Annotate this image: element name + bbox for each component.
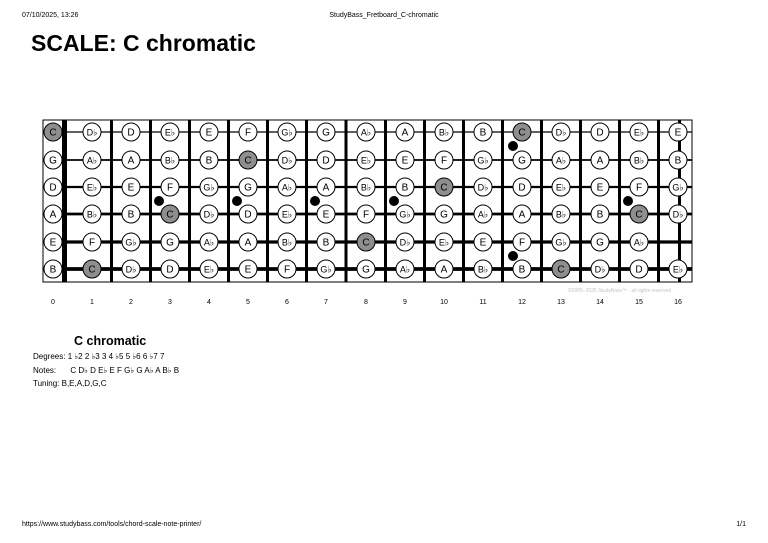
root-note-marker — [239, 151, 257, 169]
svg-text:D♭: D♭ — [555, 127, 567, 138]
svg-text:B♭: B♭ — [281, 237, 293, 248]
svg-text:E♭: E♭ — [360, 155, 372, 166]
svg-text:C: C — [635, 209, 643, 221]
fret-wire — [618, 120, 621, 282]
note-marker — [122, 260, 140, 278]
notes-row — [33, 366, 179, 375]
svg-text:B: B — [518, 264, 526, 276]
svg-text:D: D — [635, 264, 643, 276]
fret-number: 9 — [403, 299, 407, 306]
notes-value: C D♭ D E♭ E F G♭ G A♭ A B♭ B — [70, 366, 180, 375]
inlay-dot — [508, 141, 518, 151]
svg-text:D: D — [244, 209, 252, 221]
svg-text:B: B — [596, 209, 604, 221]
svg-text:D♭: D♭ — [86, 127, 98, 138]
fret-number: 11 — [479, 299, 487, 306]
root-note-marker — [435, 178, 453, 196]
svg-text:G: G — [518, 155, 526, 167]
note-marker — [591, 205, 609, 223]
note-marker — [200, 178, 218, 196]
note-marker — [513, 178, 531, 196]
note-marker — [396, 178, 414, 196]
svg-text:E♭: E♭ — [164, 127, 176, 138]
fret-wire — [540, 120, 543, 282]
svg-text:A♭: A♭ — [360, 127, 372, 138]
note-marker — [44, 151, 62, 169]
fret-wire — [384, 120, 387, 282]
note-marker — [239, 260, 257, 278]
svg-text:B♭: B♭ — [438, 127, 450, 138]
svg-text:C: C — [362, 237, 370, 249]
svg-text:D: D — [322, 155, 330, 167]
note-marker — [630, 178, 648, 196]
note-marker — [396, 233, 414, 251]
fret-number: 3 — [168, 299, 172, 306]
svg-text:D♭: D♭ — [203, 209, 215, 220]
note-marker — [200, 260, 218, 278]
note-marker — [396, 205, 414, 223]
note-marker — [669, 151, 687, 169]
svg-text:E♭: E♭ — [86, 182, 98, 193]
svg-text:B: B — [401, 182, 409, 194]
note-marker — [357, 123, 375, 141]
note-marker — [83, 178, 101, 196]
svg-text:F: F — [362, 209, 370, 221]
note-marker — [44, 233, 62, 251]
note-marker — [357, 260, 375, 278]
svg-text:A: A — [518, 209, 526, 221]
svg-text:G♭: G♭ — [672, 182, 684, 193]
svg-text:B♭: B♭ — [360, 182, 372, 193]
svg-text:G: G — [49, 155, 57, 167]
fret-wire — [110, 120, 113, 282]
svg-text:A♭: A♭ — [399, 264, 411, 275]
note-marker — [630, 123, 648, 141]
svg-text:E♭: E♭ — [438, 237, 450, 248]
note-marker — [552, 233, 570, 251]
root-note-marker — [83, 260, 101, 278]
fret-wire — [462, 120, 465, 282]
notes-label: Notes: — [33, 366, 57, 375]
fret-wire — [657, 120, 660, 282]
note-marker — [552, 205, 570, 223]
degrees-value: 1 ♭2 2 ♭3 3 4 ♭5 5 ♭6 6 ♭7 7 — [67, 352, 165, 361]
note-marker — [591, 151, 609, 169]
svg-text:E♭: E♭ — [281, 209, 293, 220]
svg-text:G: G — [322, 127, 330, 139]
svg-text:C: C — [88, 264, 96, 276]
inlay-dot — [154, 196, 164, 206]
note-marker — [278, 233, 296, 251]
note-marker — [161, 151, 179, 169]
page-number: 1/1 — [736, 521, 746, 528]
svg-text:A: A — [127, 155, 135, 167]
inlay-dot — [232, 196, 242, 206]
note-marker — [591, 260, 609, 278]
note-marker — [200, 151, 218, 169]
fret-number: 5 — [246, 299, 250, 306]
svg-text:B: B — [674, 155, 682, 167]
note-marker — [200, 205, 218, 223]
note-marker — [317, 178, 335, 196]
note-marker — [317, 123, 335, 141]
svg-text:E: E — [401, 155, 409, 167]
note-marker — [357, 205, 375, 223]
fret-wire — [345, 120, 348, 282]
note-marker — [552, 151, 570, 169]
svg-text:F: F — [440, 155, 448, 167]
note-marker — [669, 260, 687, 278]
svg-text:G: G — [596, 237, 604, 249]
svg-text:E: E — [205, 127, 213, 139]
note-marker — [83, 151, 101, 169]
svg-text:F: F — [635, 182, 643, 194]
svg-text:D♭: D♭ — [672, 209, 684, 220]
svg-text:A: A — [401, 127, 409, 139]
note-marker — [83, 205, 101, 223]
svg-text:A♭: A♭ — [477, 209, 489, 220]
root-note-marker — [161, 205, 179, 223]
svg-text:D♭: D♭ — [125, 264, 137, 275]
svg-text:E: E — [244, 264, 252, 276]
svg-text:D: D — [127, 127, 135, 139]
svg-text:A: A — [244, 237, 252, 249]
fretboard-frame — [43, 120, 692, 282]
note-marker — [474, 233, 492, 251]
svg-text:C: C — [49, 127, 57, 139]
note-marker — [474, 151, 492, 169]
svg-text:B: B — [49, 264, 57, 276]
note-marker — [396, 151, 414, 169]
fret-number: 1 — [90, 299, 94, 306]
note-marker — [513, 151, 531, 169]
svg-text:G: G — [440, 209, 448, 221]
fret-wire — [579, 120, 582, 282]
svg-text:F: F — [244, 127, 252, 139]
svg-text:D♭: D♭ — [594, 264, 606, 275]
note-marker — [669, 205, 687, 223]
note-marker — [552, 123, 570, 141]
note-marker — [317, 151, 335, 169]
nut — [62, 120, 67, 282]
fret-number: 15 — [635, 299, 643, 306]
fret-wire — [305, 120, 308, 282]
svg-text:B♭: B♭ — [633, 155, 645, 166]
fret-number: 16 — [674, 299, 682, 306]
svg-text:G♭: G♭ — [555, 237, 567, 248]
note-marker — [552, 178, 570, 196]
svg-text:B♭: B♭ — [86, 209, 98, 220]
svg-text:D♭: D♭ — [399, 237, 411, 248]
root-note-marker — [630, 205, 648, 223]
note-marker — [200, 123, 218, 141]
note-marker — [278, 123, 296, 141]
degrees-row — [33, 352, 164, 361]
svg-text:B♭: B♭ — [164, 155, 176, 166]
svg-text:D♭: D♭ — [281, 155, 293, 166]
svg-text:G♭: G♭ — [320, 264, 332, 275]
note-marker — [317, 233, 335, 251]
svg-text:E: E — [322, 209, 330, 221]
svg-text:G♭: G♭ — [477, 155, 489, 166]
inlay-dot — [389, 196, 399, 206]
note-marker — [513, 260, 531, 278]
svg-text:C: C — [518, 127, 526, 139]
note-marker — [122, 123, 140, 141]
tuning-text: Tuning: B,E,A,D,G,C — [33, 379, 107, 388]
root-note-marker — [513, 123, 531, 141]
note-marker — [435, 205, 453, 223]
svg-text:B: B — [205, 155, 213, 167]
degrees-label: Degrees: — [33, 352, 66, 361]
note-marker — [239, 205, 257, 223]
svg-text:G♭: G♭ — [203, 182, 215, 193]
note-marker — [317, 260, 335, 278]
root-note-marker — [552, 260, 570, 278]
fret-number: 8 — [364, 299, 368, 306]
svg-text:A: A — [49, 209, 57, 221]
note-marker — [278, 151, 296, 169]
note-marker — [669, 123, 687, 141]
note-marker — [122, 178, 140, 196]
inlay-dot — [310, 196, 320, 206]
note-marker — [357, 178, 375, 196]
svg-text:C: C — [244, 155, 252, 167]
fret-wire — [423, 120, 426, 282]
inlay-dot — [508, 251, 518, 261]
fret-wire — [501, 120, 504, 282]
fret-number: 12 — [518, 299, 526, 306]
svg-text:E: E — [49, 237, 57, 249]
fret-number: 2 — [129, 299, 133, 306]
svg-text:G: G — [362, 264, 370, 276]
note-marker — [161, 123, 179, 141]
fret-number: 14 — [596, 299, 604, 306]
fret-number: 6 — [285, 299, 289, 306]
print-datetime: 07/10/2025, 13:26 — [22, 12, 79, 19]
svg-text:A♭: A♭ — [86, 155, 98, 166]
svg-text:E♭: E♭ — [203, 264, 215, 275]
svg-text:D♭: D♭ — [477, 182, 489, 193]
note-marker — [278, 205, 296, 223]
svg-text:G♭: G♭ — [125, 237, 137, 248]
note-marker — [239, 233, 257, 251]
fret-wire — [266, 120, 269, 282]
note-marker — [669, 178, 687, 196]
svg-text:E: E — [127, 182, 135, 194]
svg-text:E♭: E♭ — [672, 264, 684, 275]
note-marker — [435, 123, 453, 141]
svg-text:G♭: G♭ — [399, 209, 411, 220]
svg-text:G: G — [166, 237, 174, 249]
note-marker — [83, 233, 101, 251]
svg-text:B: B — [479, 127, 487, 139]
note-marker — [396, 260, 414, 278]
note-marker — [278, 178, 296, 196]
note-marker — [239, 123, 257, 141]
note-marker — [474, 123, 492, 141]
inlay-dot — [623, 196, 633, 206]
note-marker — [591, 178, 609, 196]
fret-number: 0 — [51, 299, 55, 306]
svg-text:A♭: A♭ — [555, 155, 567, 166]
scale-name: C chromatic — [74, 334, 147, 348]
svg-text:E♭: E♭ — [633, 127, 645, 138]
fret-number: 4 — [207, 299, 211, 306]
note-marker — [474, 205, 492, 223]
footer-url: https://www.studybass.com/tools/chord-scale-note-printer/ — [22, 521, 202, 528]
print-doc-title: StudyBass_Fretboard_C-chromatic — [329, 12, 439, 19]
note-marker — [44, 178, 62, 196]
svg-text:B♭: B♭ — [555, 209, 567, 220]
svg-text:B♭: B♭ — [477, 264, 489, 275]
note-marker — [122, 151, 140, 169]
note-marker — [435, 151, 453, 169]
note-marker — [161, 260, 179, 278]
note-marker — [357, 151, 375, 169]
note-marker — [44, 260, 62, 278]
note-marker — [278, 260, 296, 278]
svg-text:E: E — [674, 127, 682, 139]
note-marker — [396, 123, 414, 141]
svg-text:E♭: E♭ — [555, 182, 567, 193]
svg-text:C: C — [166, 209, 174, 221]
note-marker — [161, 233, 179, 251]
root-note-marker — [357, 233, 375, 251]
svg-text:A: A — [596, 155, 604, 167]
note-marker — [200, 233, 218, 251]
fret-number: 13 — [557, 299, 565, 306]
svg-text:E: E — [596, 182, 604, 194]
svg-text:C: C — [557, 264, 565, 276]
copyright-text: ©2005–2025 StudyBass™ · all rights reserved — [568, 288, 671, 294]
page-title: SCALE: C chromatic — [31, 30, 256, 56]
svg-text:A♭: A♭ — [203, 237, 215, 248]
note-marker — [239, 178, 257, 196]
note-marker — [513, 205, 531, 223]
note-marker — [474, 260, 492, 278]
svg-text:F: F — [88, 237, 96, 249]
svg-text:A: A — [322, 182, 330, 194]
root-note-marker — [44, 123, 62, 141]
svg-text:D: D — [49, 182, 57, 194]
svg-text:G: G — [244, 182, 252, 194]
note-marker — [513, 233, 531, 251]
svg-text:G♭: G♭ — [281, 127, 293, 138]
svg-text:B: B — [127, 209, 135, 221]
note-marker — [630, 260, 648, 278]
note-marker — [630, 151, 648, 169]
svg-text:A: A — [440, 264, 448, 276]
svg-text:B: B — [322, 237, 330, 249]
svg-text:F: F — [283, 264, 291, 276]
fret-wire — [188, 120, 191, 282]
fret-number: 7 — [324, 299, 328, 306]
svg-text:D: D — [596, 127, 604, 139]
note-marker — [83, 123, 101, 141]
note-marker — [591, 123, 609, 141]
fret-number: 10 — [440, 299, 448, 306]
fret-wire — [149, 120, 152, 282]
svg-text:D: D — [166, 264, 174, 276]
note-marker — [317, 205, 335, 223]
fret-wire — [227, 120, 230, 282]
note-marker — [474, 178, 492, 196]
note-marker — [591, 233, 609, 251]
svg-text:F: F — [166, 182, 174, 194]
note-marker — [122, 205, 140, 223]
svg-text:C: C — [440, 182, 448, 194]
note-marker — [435, 233, 453, 251]
note-marker — [44, 205, 62, 223]
svg-text:E: E — [479, 237, 487, 249]
note-marker — [161, 178, 179, 196]
svg-text:A♭: A♭ — [281, 182, 293, 193]
svg-text:D: D — [518, 182, 526, 194]
svg-text:A♭: A♭ — [633, 237, 645, 248]
note-marker — [435, 260, 453, 278]
fret-wire — [678, 120, 681, 282]
note-marker — [122, 233, 140, 251]
note-marker — [630, 233, 648, 251]
svg-text:F: F — [518, 237, 526, 249]
